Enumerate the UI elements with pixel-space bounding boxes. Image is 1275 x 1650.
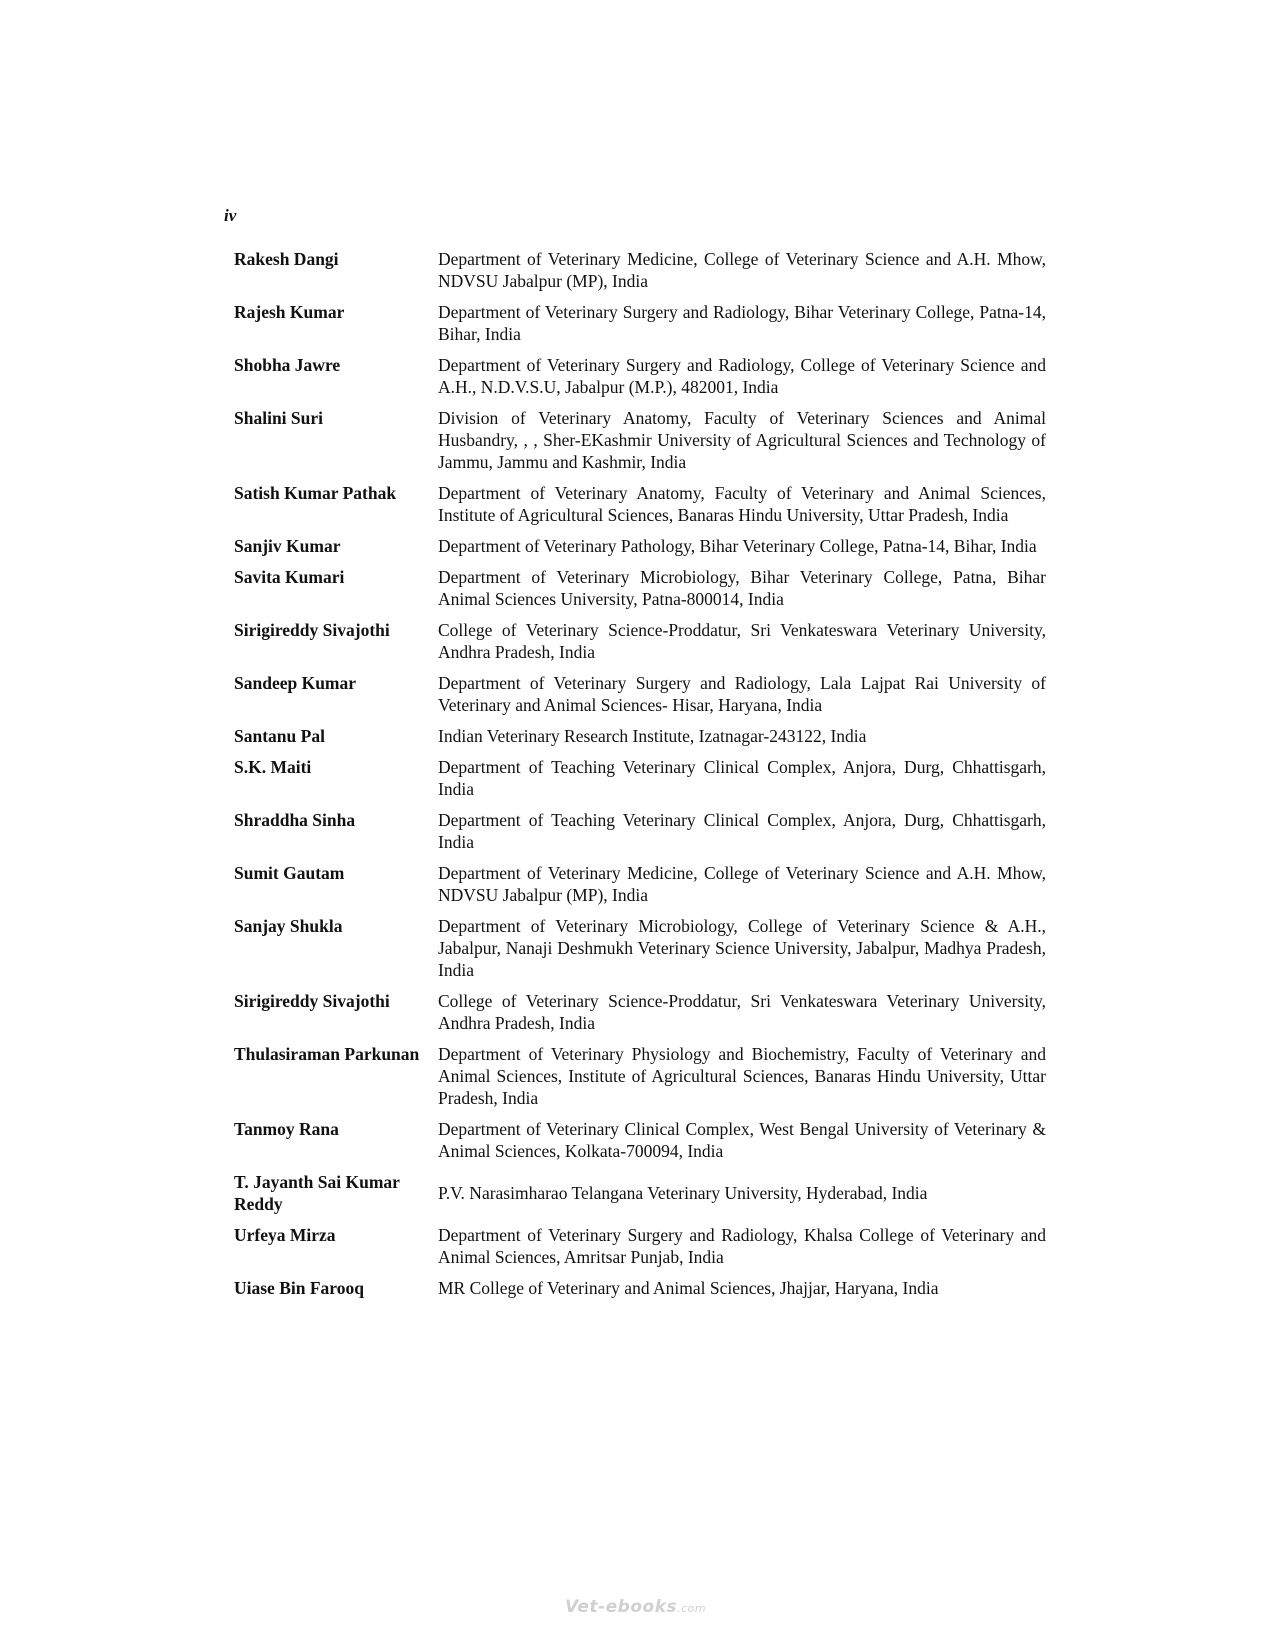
- contributor-affiliation: Department of Veterinary Physiology and Biochemistry, Faculty of Veterinary and Animal Sciences, Institute of Agricultural Sciences, Banaras Hindu University, Uttar Pradesh, India: [438, 1044, 1046, 1108]
- contributor-affiliation: Department of Veterinary Microbiology, Bihar Veterinary College, Patna, Bihar Animal Sciences University, Patna-800014, India: [438, 567, 1046, 609]
- contributor-name: S.K. Maiti: [234, 757, 312, 777]
- contributor-name: Sanjay Shukla: [234, 916, 343, 936]
- contributor-row: [234, 990, 1046, 1043]
- contributor-affiliation: Department of Veterinary Pathology, Bihar Veterinary College, Patna-14, Bihar, India: [438, 536, 1037, 556]
- contributor-affiliation: Department of Veterinary Surgery and Radiology, College of Veterinary Science and A.H., N.D.V.S.U, Jabalpur (M.P.), 482001, India: [438, 355, 1046, 397]
- contributor-name: Savita Kumari: [234, 567, 345, 587]
- watermark-suffix: .com: [677, 1602, 707, 1615]
- contributor-row: [234, 248, 1046, 301]
- contributor-affiliation: College of Veterinary Science-Proddatur, Sri Venkateswara Veterinary University, Andhra Pradesh, India: [438, 991, 1046, 1033]
- contributor-name: Sirigireddy Sivajothi: [234, 991, 390, 1011]
- contributor-affiliation: Department of Veterinary Surgery and Radiology, Bihar Veterinary College, Patna-14, Bihar, India: [438, 302, 1046, 344]
- contributor-name: Satish Kumar Pathak: [234, 483, 397, 503]
- contributor-row: [234, 1171, 1046, 1224]
- contributor-name: Sumit Gautam: [234, 863, 345, 883]
- contributor-name: Uiase Bin Farooq: [234, 1278, 364, 1298]
- page-number: iv: [224, 206, 237, 225]
- contributor-row: [234, 301, 1046, 354]
- contributor-name: Rakesh Dangi: [234, 249, 339, 269]
- contributor-row: [234, 482, 1046, 535]
- contributor-name: Tanmoy Rana: [234, 1119, 339, 1139]
- contributor-name: Thulasiraman Parkunan: [234, 1044, 420, 1064]
- contributor-affiliation: Division of Veterinary Anatomy, Faculty of Veterinary Sciences and Animal Husbandry, , , Sher-EKashmir University of Agricultural Sciences and Technology of Jammu, Jammu and Kashmir, India: [438, 408, 1046, 472]
- contributor-row: [234, 809, 1046, 862]
- contributor-name: Shalini Suri: [234, 408, 324, 428]
- contributor-row: [234, 862, 1046, 915]
- contributor-name: Santanu Pal: [234, 726, 325, 746]
- contributor-affiliation: P.V. Narasimharao Telangana Veterinary University, Hyderabad, India: [438, 1183, 928, 1203]
- contributor-row: [234, 1118, 1046, 1171]
- contributor-row: [234, 915, 1046, 990]
- contributor-name: Sandeep Kumar: [234, 673, 357, 693]
- contributor-row: [234, 619, 1046, 672]
- contributor-name: Urfeya Mirza: [234, 1225, 336, 1245]
- contributor-affiliation: Indian Veterinary Research Institute, Izatnagar-243122, India: [438, 726, 867, 746]
- contributor-affiliation: Department of Veterinary Microbiology, College of Veterinary Science & A.H., Jabalpur, Nanaji Deshmukh Veterinary Science University, Jabalpur, Madhya Pradesh, India: [438, 916, 1046, 980]
- contributor-row: [234, 354, 1046, 407]
- contributor-row: [234, 756, 1046, 809]
- contributors-table: [234, 248, 1046, 1308]
- contributor-row: [234, 535, 1046, 566]
- contributor-affiliation: Department of Veterinary Medicine, College of Veterinary Science and A.H. Mhow, NDVSU Jabalpur (MP), India: [438, 249, 1046, 291]
- contributor-row: [234, 1277, 1046, 1308]
- contributor-row: [234, 672, 1046, 725]
- contributor-name: T. Jayanth Sai Kumar Reddy: [234, 1172, 400, 1214]
- contributor-affiliation: MR College of Veterinary and Animal Sciences, Jhajjar, Haryana, India: [438, 1278, 939, 1298]
- contributor-row: [234, 1043, 1046, 1118]
- contributor-affiliation: Department of Teaching Veterinary Clinical Complex, Anjora, Durg, Chhattisgarh, India: [438, 810, 1046, 852]
- contributor-affiliation: Department of Veterinary Anatomy, Faculty of Veterinary and Animal Sciences, Institute of Agricultural Sciences, Banaras Hindu University, Uttar Pradesh, India: [438, 483, 1046, 525]
- watermark-text: Vet-ebooks: [565, 1597, 678, 1617]
- contributor-affiliation: Department of Veterinary Surgery and Radiology, Lala Lajpat Rai University of Veterinary and Animal Sciences- Hisar, Haryana, India: [438, 673, 1046, 715]
- contributor-row: [234, 407, 1046, 482]
- contributor-affiliation: College of Veterinary Science-Proddatur, Sri Venkateswara Veterinary University, Andhra Pradesh, India: [438, 620, 1046, 662]
- contributor-name: Shraddha Sinha: [234, 810, 356, 830]
- contributor-row: [234, 566, 1046, 619]
- contributor-name: Sanjiv Kumar: [234, 536, 341, 556]
- watermark-logo: [565, 1597, 706, 1617]
- contributor-affiliation: Department of Veterinary Medicine, College of Veterinary Science and A.H. Mhow, NDVSU Jabalpur (MP), India: [438, 863, 1046, 905]
- contributor-affiliation: Department of Veterinary Clinical Complex, West Bengal University of Veterinary & Animal Sciences, Kolkata-700094, India: [438, 1119, 1046, 1161]
- contributor-row: [234, 725, 1046, 756]
- contributor-name: Shobha Jawre: [234, 355, 341, 375]
- contributor-row: [234, 1224, 1046, 1277]
- contributor-name: Sirigireddy Sivajothi: [234, 620, 390, 640]
- contributor-name: Rajesh Kumar: [234, 302, 345, 322]
- contributor-affiliation: Department of Veterinary Surgery and Radiology, Khalsa College of Veterinary and Animal Sciences, Amritsar Punjab, India: [438, 1225, 1046, 1267]
- contributor-affiliation: Department of Teaching Veterinary Clinical Complex, Anjora, Durg, Chhattisgarh, India: [438, 757, 1046, 799]
